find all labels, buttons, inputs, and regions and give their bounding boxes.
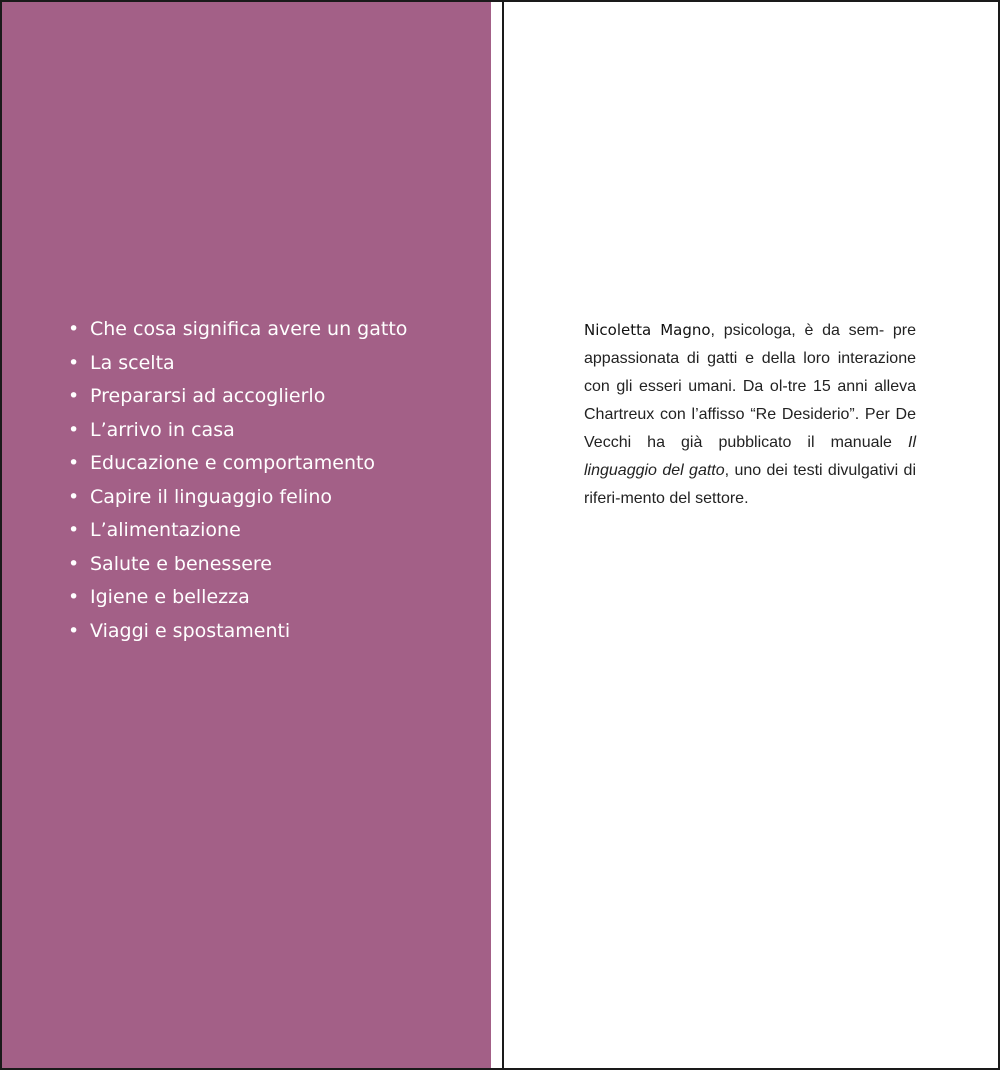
bullet-icon: •: [68, 586, 80, 608]
list-item: [66, 414, 407, 448]
topics-list: [66, 313, 407, 648]
bullet-icon: •: [68, 418, 80, 441]
topics-panel: [2, 2, 491, 1068]
topic-label: Prepararsi ad accoglierlo: [90, 385, 326, 407]
bio-line-4: tre 15 anni alleva Chartreux con l’affisso: [584, 378, 917, 423]
topic-label: L’alimentazione: [90, 519, 241, 541]
bullet-icon: •: [68, 519, 80, 541]
bio-line-8: mento del settore.: [620, 490, 749, 507]
list-item: [66, 447, 407, 481]
list-item: [66, 514, 407, 548]
topic-label: Igiene e bellezza: [90, 586, 250, 608]
list-item: [66, 548, 407, 582]
list-item: [66, 347, 407, 381]
bullet-icon: •: [68, 552, 80, 575]
bullet-icon: •: [68, 619, 80, 642]
topic-label: Educazione e comportamento: [90, 452, 376, 474]
list-item: [66, 380, 407, 414]
list-item: [66, 481, 407, 515]
bullet-icon: •: [68, 351, 80, 374]
book-title-part-2: gatto: [689, 462, 725, 479]
bullet-icon: •: [68, 385, 80, 407]
topic-label: Viaggi e spostamenti: [90, 619, 291, 642]
author-name: Nicoletta Magno: [584, 321, 711, 339]
bio-line-5: “Re Desiderio”. Per De Vecchi ha già: [584, 406, 917, 451]
list-item: [66, 615, 407, 649]
bullet-icon: •: [68, 452, 80, 474]
bio-line-3: interazione con gli esseri umani. Da ol-: [584, 350, 916, 395]
bullet-icon: •: [68, 318, 80, 340]
topic-label: Salute e benessere: [90, 552, 272, 575]
column-divider: [502, 2, 504, 1068]
bio-line-2: pre appassionata di gatti e della loro: [584, 322, 916, 367]
bio-line-1: , psicologa, è da sem-: [710, 322, 885, 339]
author-bio: [584, 316, 916, 513]
book-title-part-1: Il linguaggio del: [584, 434, 917, 479]
topic-label: La scelta: [90, 351, 175, 374]
bio-line-7: , uno dei testi divulgativi di riferi-: [584, 462, 917, 507]
topic-label: Capire il linguaggio felino: [90, 485, 332, 508]
topic-label: L’arrivo in casa: [90, 418, 235, 441]
bio-line-6: pubblicato il manuale: [718, 434, 909, 451]
bullet-icon: •: [68, 485, 80, 508]
topic-label: Che cosa significa avere un gatto: [90, 318, 408, 340]
list-item: [66, 581, 407, 615]
list-item: [66, 313, 407, 347]
